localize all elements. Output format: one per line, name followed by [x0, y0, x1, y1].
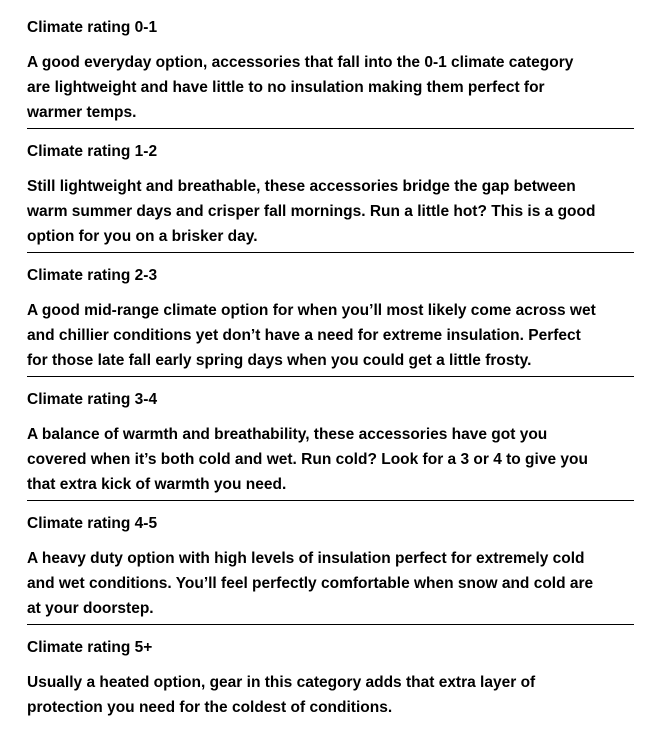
paragraph-line: Still lightweight and breathable, these accessories bridge the gap between	[27, 178, 576, 195]
paragraph-line: A good mid-range climate option for when you’ll most likely come across wet	[27, 302, 596, 319]
section-divider	[27, 376, 634, 377]
section-divider	[27, 500, 634, 501]
paragraph-line: Usually a heated option, gear in this category adds that extra layer of	[27, 674, 536, 691]
section-heading: Climate rating 4-5	[27, 515, 158, 532]
paragraph-line: and wet conditions. You’ll feel perfectly comfortable when snow and cold are	[27, 575, 594, 592]
climate-rating-list	[27, 15, 634, 720]
section-heading: Climate rating 0-1	[27, 19, 158, 36]
section-paragraph	[27, 174, 634, 249]
paragraph-line: A good everyday option, accessories that fall into the 0-1 climate category	[27, 54, 574, 71]
climate-rating-section	[27, 635, 634, 720]
paragraph-line: covered when it’s both cold and wet. Run cold? Look for a 3 or 4 to give you	[27, 451, 588, 468]
section-heading: Climate rating 2-3	[27, 267, 158, 284]
section-paragraph	[27, 670, 634, 720]
paragraph-line: and chillier conditions yet don’t have a need for extreme insulation. Perfect	[27, 327, 581, 344]
paragraph-line: warmer temps.	[27, 104, 137, 121]
climate-rating-section	[27, 139, 634, 253]
climate-rating-section	[27, 263, 634, 377]
paragraph-line: are lightweight and have little to no insulation making them perfect for	[27, 79, 545, 96]
section-paragraph	[27, 50, 634, 125]
paragraph-line: A heavy duty option with high levels of insulation perfect for extremely cold	[27, 550, 585, 567]
paragraph-line: warm summer days and crisper fall mornings. Run a little hot? This is a good	[27, 203, 596, 220]
section-divider	[27, 624, 634, 625]
section-paragraph	[27, 298, 634, 373]
section-heading: Climate rating 1-2	[27, 143, 158, 160]
section-heading: Climate rating 3-4	[27, 391, 158, 408]
section-divider	[27, 128, 634, 129]
climate-rating-section	[27, 511, 634, 625]
climate-rating-section	[27, 15, 634, 129]
paragraph-line: for those late fall early spring days when you could get a little frosty.	[27, 352, 532, 369]
climate-rating-section	[27, 387, 634, 501]
paragraph-line: that extra kick of warmth you need.	[27, 476, 287, 493]
section-paragraph	[27, 422, 634, 497]
paragraph-line: at your doorstep.	[27, 600, 154, 617]
section-divider	[27, 252, 634, 253]
section-paragraph	[27, 546, 634, 621]
paragraph-line: option for you on a brisker day.	[27, 228, 258, 245]
paragraph-line: A balance of warmth and breathability, these accessories have got you	[27, 426, 548, 443]
section-heading: Climate rating 5+	[27, 639, 153, 656]
paragraph-line: protection you need for the coldest of conditions.	[27, 699, 393, 716]
